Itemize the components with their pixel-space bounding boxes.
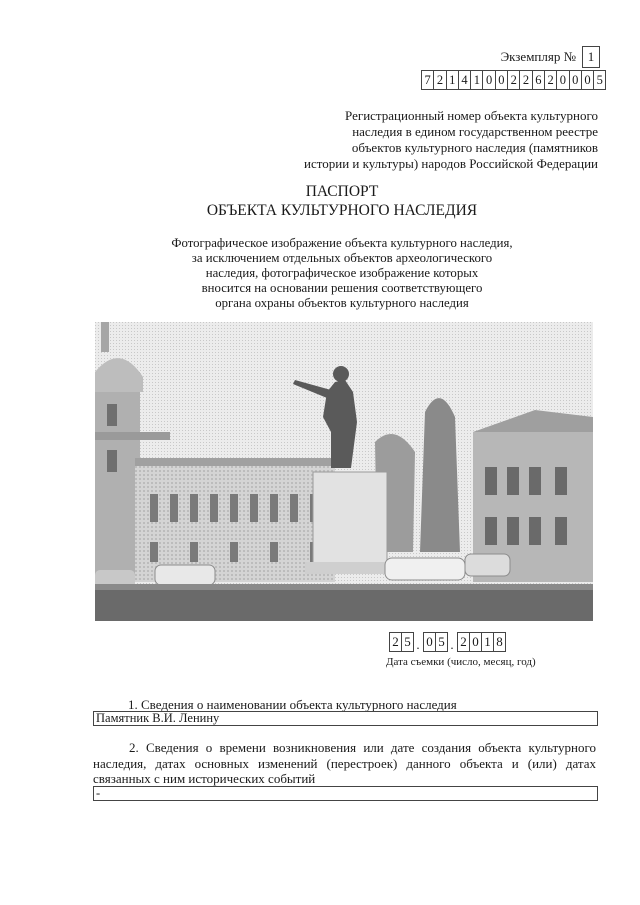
reg-digit: 1 (470, 70, 483, 90)
monument-photo (95, 322, 593, 621)
reg-digit: 6 (532, 70, 545, 90)
copy-number-row (501, 46, 600, 68)
photo-caption-line: вносится на основании решения соответствующего (201, 281, 483, 295)
photo-caption (140, 236, 544, 311)
date-digit: 2 (389, 632, 402, 652)
date-digit: 0 (469, 632, 482, 652)
reg-caption-line: наследия в едином государственном реестре (352, 124, 598, 139)
date-separator: . (416, 637, 420, 652)
reg-digit: 0 (495, 70, 508, 90)
reg-caption-line: Регистрационный номер объекта культурного (345, 108, 598, 123)
registration-number-boxes (421, 70, 605, 90)
reg-digit: 7 (421, 70, 434, 90)
date-digit: 2 (457, 632, 470, 652)
reg-caption-line: объектов культурного наследия (памятников (351, 140, 598, 155)
photo-date-caption: Дата съемки (число, месяц, год) (386, 656, 536, 668)
registration-caption (238, 108, 598, 172)
reg-digit: 1 (446, 70, 459, 90)
creation-date-field: - (93, 786, 598, 801)
reg-digit: 2 (433, 70, 446, 90)
photo-caption-line: Фотографическое изображение объекта культурного наследия, (171, 236, 513, 250)
section-2-heading: 2. Сведения о времени возникновения или дате создания объекта культурного наследия, датах основных изменений (перестроек) данного объекта и (или) датах связанных с ним исторических событий (93, 740, 596, 786)
date-digit: 0 (423, 632, 436, 652)
reg-digit: 5 (593, 70, 606, 90)
reg-digit: 2 (519, 70, 532, 90)
reg-caption-line: истории и культуры) народов Российской Федерации (304, 156, 598, 171)
reg-digit: 4 (458, 70, 471, 90)
copy-number-box: 1 (582, 46, 600, 68)
reg-digit: 0 (581, 70, 594, 90)
photo-caption-line: за исключением отдельных объектов археологического (191, 251, 493, 265)
date-digit: 8 (493, 632, 506, 652)
object-name-field: Памятник В.И. Ленину (93, 711, 598, 726)
reg-digit: 0 (556, 70, 569, 90)
reg-digit: 0 (482, 70, 495, 90)
date-digit: 5 (435, 632, 448, 652)
photo-caption-line: органа охраны объектов культурного наследия (215, 296, 469, 310)
section-1-heading: 1. Сведения о наименовании объекта культурного наследия (128, 697, 457, 712)
reg-digit: 2 (507, 70, 520, 90)
reg-digit: 0 (569, 70, 582, 90)
document-subtitle: ОБЪЕКТА КУЛЬТУРНОГО НАСЛЕДИЯ (206, 202, 478, 219)
date-separator: . (450, 637, 454, 652)
photo-date-boxes (389, 632, 505, 652)
date-digit: 5 (401, 632, 414, 652)
copy-label: Экземпляр № (500, 49, 576, 64)
photo-caption-line: наследия, фотографическое изображение которых (205, 266, 479, 280)
reg-digit: 2 (544, 70, 557, 90)
document-title: ПАСПОРТ (305, 183, 379, 200)
date-digit: 1 (481, 632, 494, 652)
